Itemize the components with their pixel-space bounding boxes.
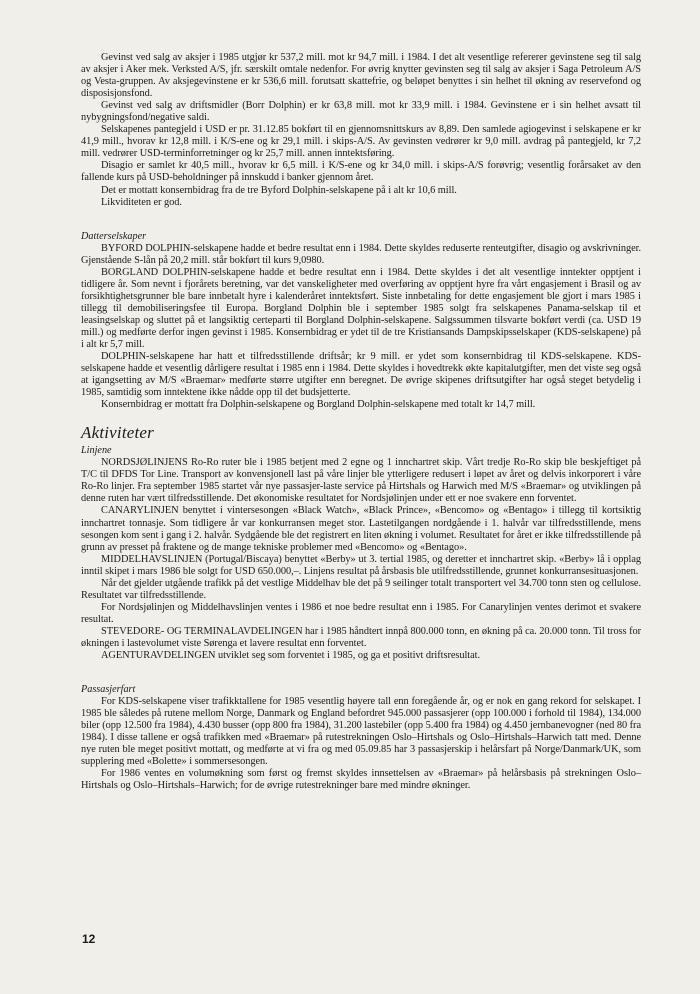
- aktiviteter-section: [81, 423, 641, 662]
- datterselskaper-section: [81, 231, 641, 412]
- page-number: 12: [82, 932, 96, 946]
- paragraph-byford: BYFORD DOLPHIN-selskapene hadde et bedre resultat enn i 1984. Dette skyldes reduserte renteutgifter, disagio og avskrivninger. Gjenstående S-lån på 20,2 mill. står bokført til kurs 9,0980.: [81, 242, 641, 266]
- paragraph-forventninger-1986: For Nordsjølinjen og Middelhavslinjen ventes i 1986 et noe bedre resultat enn i 1985. For Canarylinjen ventes derimot et svakere resultat.: [81, 601, 641, 625]
- linjene-heading: Linjene: [81, 445, 112, 457]
- paragraph-1986-forventning: For 1986 ventes en volumøkning som først og fremst skyldes innsettelsen av «Braemar» på helårsbasis på strekningen Oslo–Hirtshals og Oslo–Hirtshals–Harwich; for de øvrige rutestrekninger bare med mindre økninger.: [81, 768, 641, 792]
- paragraph-middelhavslinjen: MIDDELHAVSLINJEN (Portugal/Biscaya) benyttet «Berby» ut 3. tertial 1985, og deretter et innchartret skip. «Berby» lå i opplag inntil skipet i mars 1986 ble solgt for USD 650.000,–. Linjens resultat på årsbasis ble utilfredsstillende, grunnet konkurransesituasjonen.: [81, 553, 641, 577]
- paragraph-canarylinjen: CANARYLINJEN benyttet i vintersesongen «Black Watch», «Black Prince», «Bencomo» og «Bentago» i tillegg til kortsiktig innchartret tonnasje. Som tidligere år var konkurransen meget stor. Lastetilgangen nordgående i 1. halvår var tilfredsstillende, mens sesongen kom sent i gang i 2. halvår. Sydgående ble det registrert en liten økning i volumet. Resultatet for året er ikke tilfredsstillende på grunn av presset på fraktene og de mange tekniske problemer med «Bencomo» og «Bentago».: [81, 505, 641, 553]
- paragraph-borgland: BORGLAND DOLPHIN-selskapene hadde et bedre resultat enn i 1984. Dette skyldes i det alt vesentlige inntekter opptjent i tidligere år. Som nevnt i fjorårets beretning, var det vanskeligheter med overføring av opptjent hyre fra vårt engasjement i Brasil og av forsikhtighetsgrunner ble bare innbetalt hyre i kalenderåret inntektsført. Siste innbetaling for dette engasjement ble gjort i mars 1985 i tillegg til demobiliseringsfee til Europa. Borgland Dolphin ble i september 1985 solgt fra selskapenes Panama-selskap til et leasingselskap og sluttet på et langsiktig certeparti til Borgland Dolphin-selskapene. Salgssummen tilsvarte bokført verdi (ca. USD 19 mill.) og medførte derfor ingen gevinst i 1985. Konsernbidrag er ydet til de tre Kristiansands Dampskipsselskaper (KDS-selskapene) på i alt kr 5,7 mill.: [81, 266, 641, 350]
- paragraph-konsernbidrag: Det er mottatt konsernbidrag fra de tre Byford Dolphin-selskapene på i alt kr 10,6 mill.: [101, 184, 457, 196]
- passasjerfart-section: [81, 684, 641, 792]
- intro-section: [81, 52, 641, 209]
- datterselskaper-heading: Datterselskaper: [81, 230, 147, 242]
- page-body: [81, 52, 641, 792]
- paragraph-likviditet: Likviditeten er god.: [101, 196, 182, 208]
- paragraph-aksjegevinst: Gevinst ved salg av aksjer i 1985 utgjør kr 537,2 mill. mot kr 94,7 mill. i 1984. I det alt vesentlige refererer gevinstene seg til salg av aksjer i Aker mek. Verksted A/S, jfr. særskilt omtale nedenfor. For øvrig knytter gevinsten seg til salg av aksjer i Saga Petroleum A/S og Vesta-gruppen. Av aksjegevinstene er kr 536,6 mill. forutsatt skattefrie, og beløpet benyttes i sin helhet til økning av reservefond og disposisjonsfond.: [81, 52, 641, 100]
- paragraph-driftsmidler: Gevinst ved salg av driftsmidler (Borr Dolphin) er kr 63,8 mill. mot kr 33,9 mill. i 1984. Gevinstene er i sin helhet avsatt til nybygningsfond/negative saldi.: [81, 100, 641, 124]
- paragraph-dolphin: DOLPHIN-selskapene har hatt et tilfredsstillende driftsår; kr 9 mill. er ydet som konsernbidrag til KDS-selskapene. KDS-selskapene hadde et vesentlig dårligere resultat i 1985 enn i 1984. Dette skyldes i hovedtrekk økte kapitalutgifter, men det viste seg også at igangsetting av M/S «Braemar» medførte større utgifter enn beregnet. De øvrige skipenes driftsutgifter har også steget betydelig i 1985, samtidig som inntektene ikke nådde opp til det budsjetterte.: [81, 351, 641, 399]
- aktiviteter-heading: Aktiviteter: [81, 423, 154, 443]
- paragraph-konsernbidrag-mottatt: Konsernbidrag er mottatt fra Dolphin-selskapene og Borgland Dolphin-selskapene med totalt kr 14,7 mill.: [101, 399, 536, 411]
- paragraph-kds-trafikk: For KDS-selskapene viser trafikktallene for 1985 vesentlig høyere tall enn foregående år, og er nok en gang rekord for selskapet. I 1985 ble således på rutene mellom Norge, Danmark og England befordret 945.000 passasjerer (opp 100.000 i forhold til 1984), 134.000 biler (opp 12.500 fra 1984), 4.430 busser (opp 800 fra 1984), 31.200 lastebiler (opp 5.400 fra 1984) og 4.450 jernbanevogner (ned 80 fra 1984). I disse tallene er også trafikken med «Braemar» på rutestrekningen Oslo–Hirtshals og Oslo–Hirtshals–Harwich tatt med. Denne nye ruten ble meget positivt mottatt, og medførte at vi fra og med 05.09.85 har 3 passasjerskip i helårsfart på Norge/Danmark/UK, som supplering med «Bolette» i sommersesongen.: [81, 696, 641, 768]
- passasjerfart-heading: Passasjerfart: [81, 684, 136, 696]
- paragraph-utgaende-trafikk: Når det gjelder utgående trafikk på det vestlige Middelhav ble det på 9 seilinger totalt transportert vel 34.700 tonn sten og cellulose. Resultatet var tilfredsstillende.: [81, 577, 641, 601]
- paragraph-stevedore: STEVEDORE- OG TERMINALAVDELINGEN har i 1985 håndtert innpå 800.000 tonn, en økning på ca. 20.000 tonn. Til tross for økningen i lastevolumet viste Sørenga et lavere resultat enn forventet.: [81, 625, 641, 649]
- paragraph-disagio: Disagio er samlet kr 40,5 mill., hvorav kr 6,5 mill. i K/S-ene og kr 34,0 mill. i skips-A/S forøvrig; vesentlig forårsaket av den fallende kurs på USD-beholdninger på innskudd i banker gjennom året.: [81, 160, 641, 184]
- paragraph-agentur: AGENTURAVDELINGEN utviklet seg som forventet i 1985, og ga et positivt driftsresultat.: [101, 650, 481, 662]
- paragraph-pantegjeld: Selskapenes pantegjeld i USD er pr. 31.12.85 bokført til en gjennomsnittskurs av 8,89. Den samlede agiogevinst i selskapene er kr 41,9 mill., hvorav kr 12,8 mill. i K/S-ene og kr 29,1 mill. i skips-A/S. Av gevinsten vedrører kr 9,0 mill. avdrag på pantegjeld, kr 7,2 mill. vedrører USD-terminforretninger og kr 25,7 mill. annen inntektsføring.: [81, 124, 641, 160]
- paragraph-nordsjolinjen: NORDSJØLINJENS Ro-Ro ruter ble i 1985 betjent med 2 egne og 1 innchartret skip. Vårt tredje Ro-Ro skip ble beskjeftiget på T/C til DFDS Tor Line. Transport av konvensjonell last på våre linjer ble ytterligere redusert i løpet av året og delvis inkorporert i våre Ro-Ro linjer. Fra september 1985 startet vår nye passasjer-laste service på Hirtshals og Harwich med M/S «Braemar» og utviklingen på denne ruten har vært tilfredsstillende. Det økonomiske resultatet for Nordsjølinjen under ett er noe svakere enn forventet.: [81, 457, 641, 505]
